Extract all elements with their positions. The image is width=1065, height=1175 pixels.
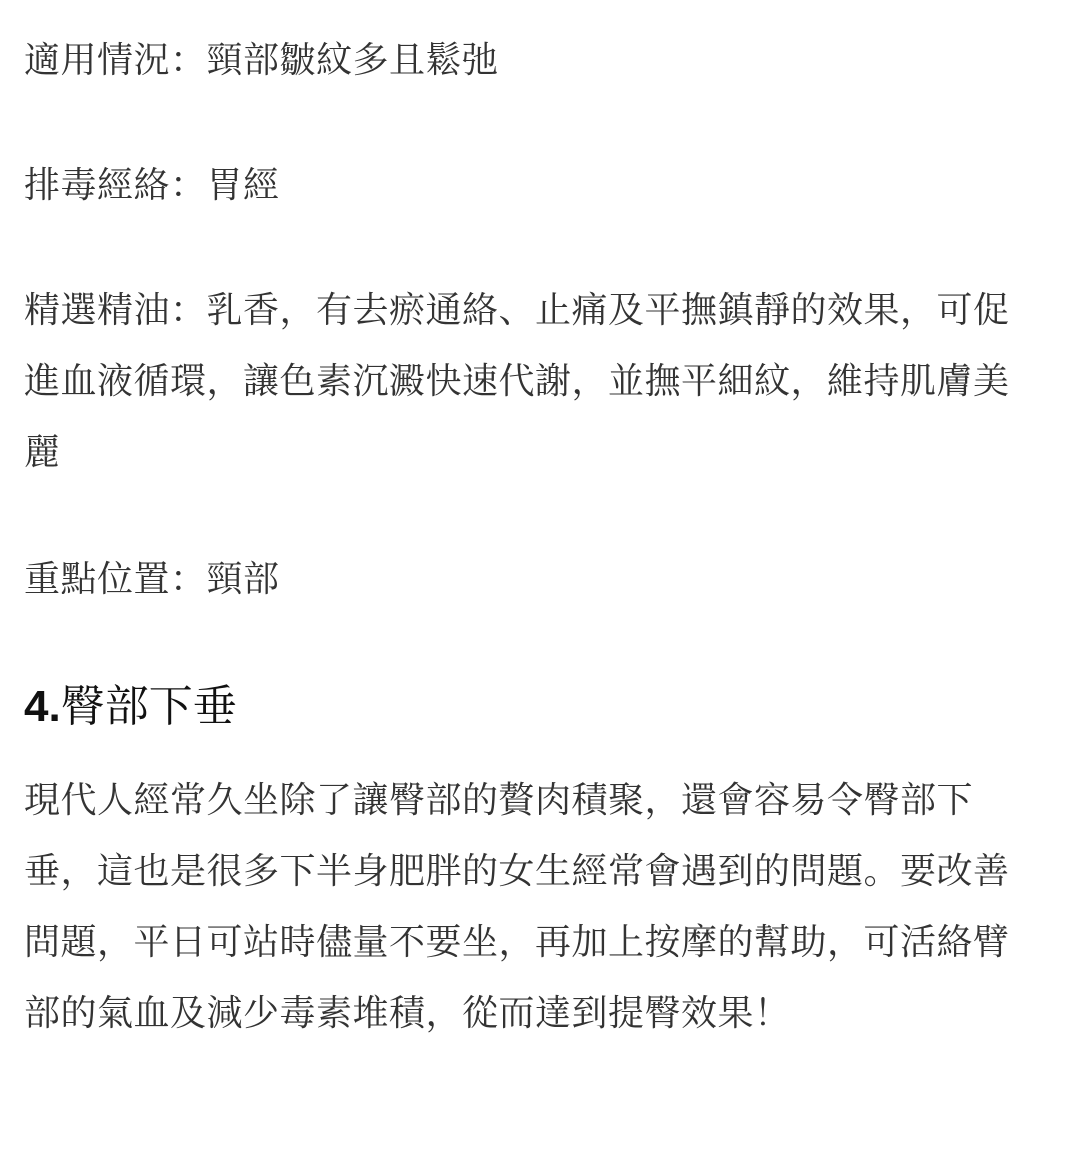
section-body-text: 現代人經常久坐除了讓臀部的贅肉積聚，還會容易令臀部下垂，這也是很多下半身肥胖的女生經常會遇到的問題。要改善問題，平日可站時儘量不要坐，再加上按摩的幫助，可活絡臂部的氣血及減少毒素堆積，從而達到提臀效果！ — [24, 780, 1010, 1034]
key-position-text: 重點位置：頸部 — [24, 559, 280, 600]
section-heading — [24, 672, 237, 742]
detox-meridian-text: 排毒經絡：胃經 — [24, 165, 280, 206]
section-title: 臀部下垂 — [60, 681, 237, 732]
applicable-situation-text: 適用情況：頸部皺紋多且鬆弛 — [24, 40, 499, 81]
essential-oil-text: 精選精油：乳香，有去瘀通絡、止痛及平撫鎮靜的效果，可促進血液循環，讓色素沉澱快速代謝，並撫平細紋，維持肌膚美麗 — [24, 290, 1010, 473]
section-number: 4. — [24, 682, 61, 731]
